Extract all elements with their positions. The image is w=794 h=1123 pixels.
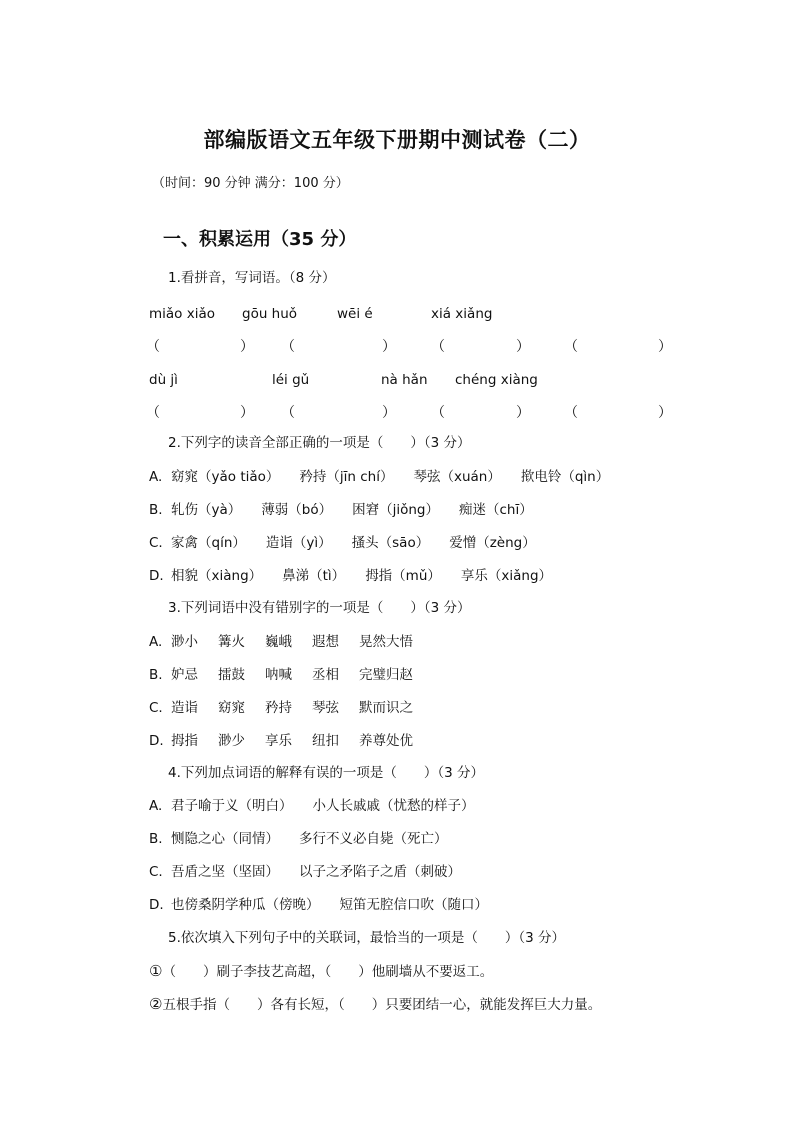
page-title: 部编版语文五年级下册期中测试卷（二） [203,128,591,152]
pinyin-1: miǎo xiǎo [149,306,215,322]
question-2-stem: 2.下列字的读音全部正确的一项是（ ）（3 分） [168,435,471,451]
q2-option-c[interactable]: C. 家禽（qín） 造诣（yì） 搔头（sāo） 爱憎（zèng） [149,535,536,551]
circled-number-2: ② [149,995,163,1013]
circled-number-1: ① [149,962,163,980]
q2-option-d[interactable]: D. 相貌（xiàng） 鼻涕（tì） 拇指（mǔ） 享乐（xiǎng） [149,568,553,584]
q5-sentence-1: ①（ ）刷子李技艺高超，（ ）他刷墙从不要返工。 [149,962,494,980]
pinyin-7: nà hǎn [381,372,428,388]
q2-option-b[interactable]: B. 轧伤（yà） 薄弱（bó） 困窘（jiǒng） 痴迷（chī） [149,502,533,518]
exam-page: 部编版语文五年级下册期中测试卷（二） （时间：90 分钟 满分：100 分） 一、积累运用（35 分） 1.看拼音，写词语。（8 分） miǎo xiǎo gōu huǒ wēi é xiá xiǎng （ ） （ ） （ ） （ ） dù jì léi gǔ nà hǎn chéng xiàng （ ） （ ） （ ） （ ） 2.下列字的读音全部正确的一项是（ ）（3 分） A. 窈窕（yǎo tiǎo） 矜持（jīn chí） 琴弦（xuán） 揿电铃（qìn） B. 轧伤（yà） 薄弱（bó） 困窘（jiǒng） 痴迷（chī） C. 家禽（qín） 造诣（yì） 搔头（sāo） 爱憎（zèng） D. 相貌（xiàng） 鼻涕（tì） 拇指（mǔ） 享乐（xiǎng） 3.下列词语中没有错别字的一项是（ ）（3 分） A. 渺小 篝火 巍峨 遐想 晃然大悟 B. 妒忌 擂鼓 呐喊 丞相 完璧归赵 C. 造诣 窈窕 矜持 琴弦 默而识之 D. 拇指 渺少 享乐 纽扣 养尊处优 4.下列加点词语的解释有误的一项是（ ）（3 分） A. 君子喻于义（明白） 小人长戚戚（忧愁的样子） B. 恻隐之心（同情） 多行不义必自毙（死亡） C. 吾盾之坚（坚固） 以子之矛陷子之盾（刺破） D. 也傍桑阴学种瓜（傍晚） 短笛无腔信口吹（随口） 5.依次填入下列句子中的关联词，最恰当的一项是（ ）（3 分） ①（ ）刷子李技艺高超，（ ）他刷墙从不要返工。 ②五根手指（ ）各有长短，（ ）只要团结一心，就能发挥巨大力量。 [0,0,794,1123]
q5-sentence-2: ②五根手指（ ）各有长短，（ ）只要团结一心，就能发挥巨大力量。 [149,995,602,1013]
pinyin-6: léi gǔ [272,372,310,388]
q2-option-a[interactable]: A. 窈窕（yǎo tiǎo） 矜持（jīn chí） 琴弦（xuán） 揿电铃（qìn） [149,469,610,485]
q4-option-d[interactable]: D. 也傍桑阴学种瓜（傍晚） 短笛无腔信口吹（随口） [149,897,488,913]
q3-option-b[interactable]: B. 妒忌 擂鼓 呐喊 丞相 完璧归赵 [149,667,413,683]
pinyin-4: xiá xiǎng [431,306,493,322]
question-5-stem: 5.依次填入下列句子中的关联词，最恰当的一项是（ ）（3 分） [168,930,566,946]
pinyin-5: dù jì [149,372,178,388]
question-4-stem: 4.下列加点词语的解释有误的一项是（ ）（3 分） [168,765,485,781]
question-1-stem: 1.看拼音，写词语。（8 分） [168,270,336,286]
pinyin-8: chéng xiàng [455,372,538,388]
q3-option-c[interactable]: C. 造诣 窈窕 矜持 琴弦 默而识之 [149,700,413,716]
q4-option-b[interactable]: B. 恻隐之心（同情） 多行不义必自毙（死亡） [149,831,448,847]
pinyin-2: gōu huǒ [242,306,298,322]
question-3-stem: 3.下列词语中没有错别字的一项是（ ）（3 分） [168,600,471,616]
pinyin-3: wēi é [337,306,373,322]
q4-option-a[interactable]: A. 君子喻于义（明白） 小人长戚戚（忧愁的样子） [149,798,475,814]
q3-option-d[interactable]: D. 拇指 渺少 享乐 纽扣 养尊处优 [149,733,413,749]
exam-info: （时间：90 分钟 满分：100 分） [152,176,349,191]
section-heading: 一、积累运用（35 分） [163,229,357,250]
q3-option-a[interactable]: A. 渺小 篝火 巍峨 遐想 晃然大悟 [149,634,413,650]
q4-option-c[interactable]: C. 吾盾之坚（坚固） 以子之矛陷子之盾（刺破） [149,864,461,880]
